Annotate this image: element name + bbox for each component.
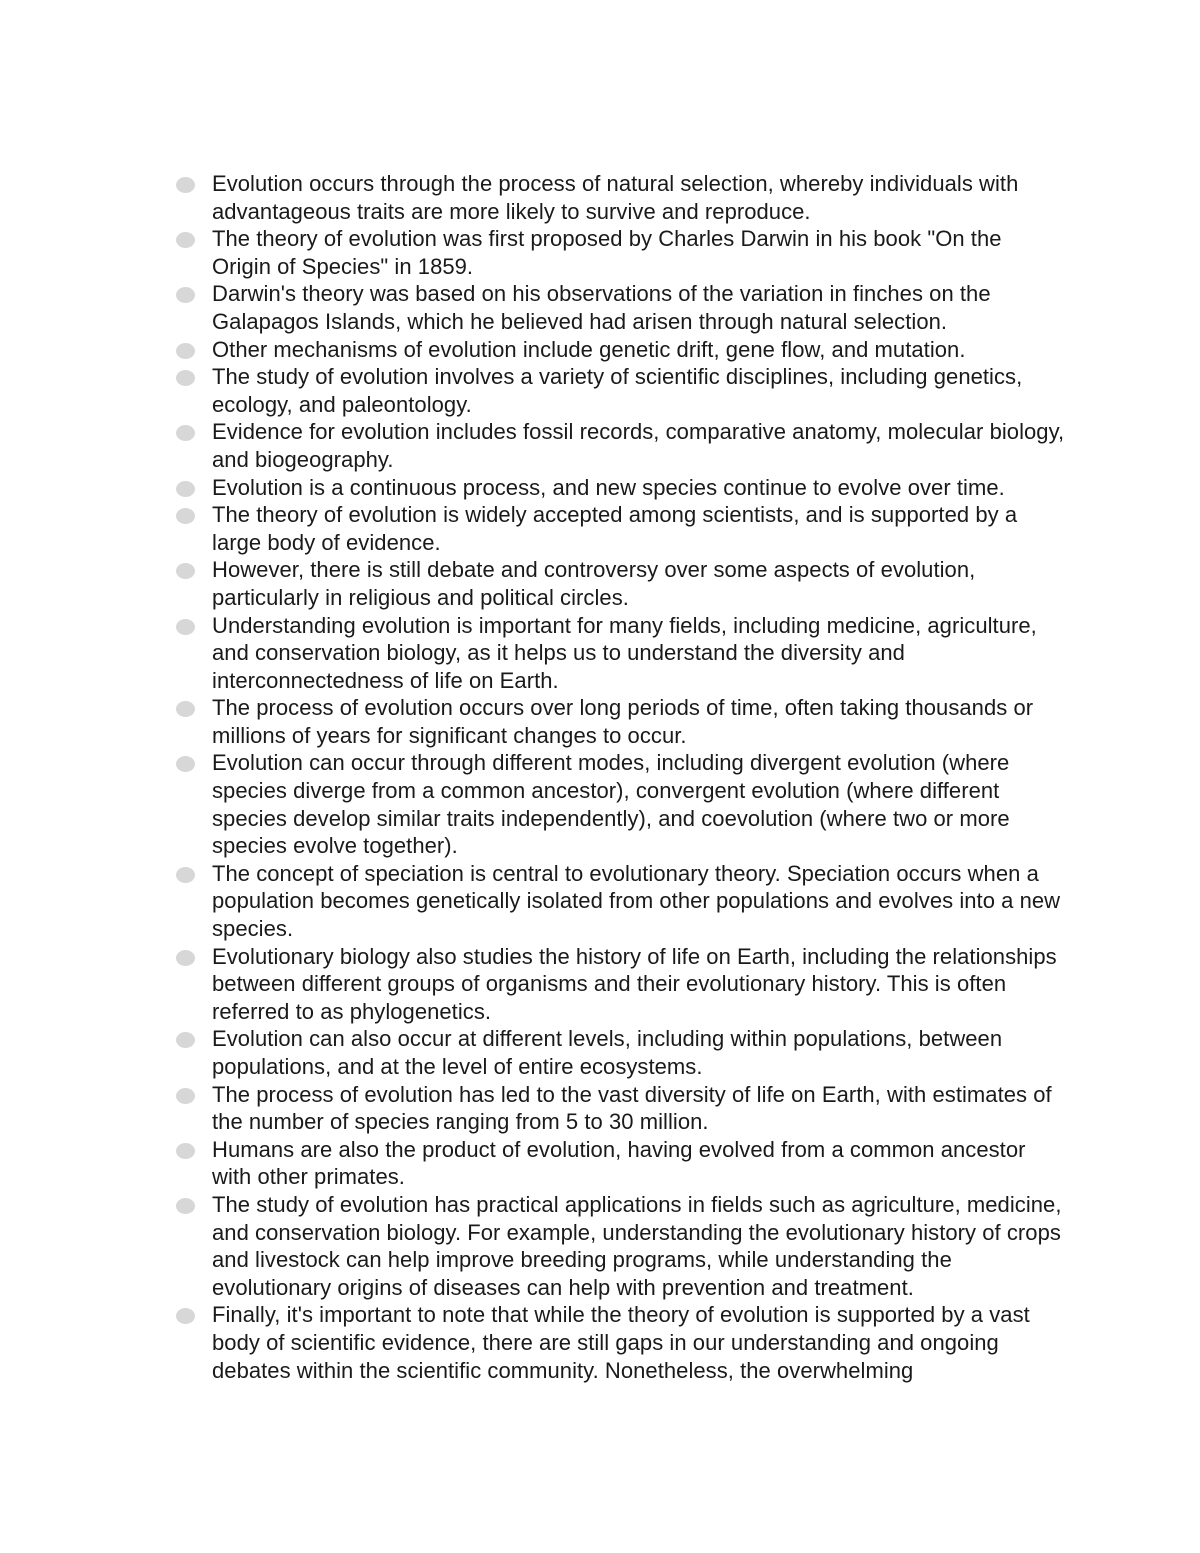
- bullet-text: Evolutionary biology also studies the history of life on Earth, including the relationships between different groups of organisms and their evolutionary history. This is often referred to as phylogenetics.: [212, 943, 1057, 1024]
- bullet-dot-icon: [176, 508, 195, 524]
- bullet-text: Evidence for evolution includes fossil records, comparative anatomy, molecular biology, and biogeography.: [212, 419, 1065, 472]
- bullet-text: The theory of evolution was first proposed by Charles Darwin in his book "On the Origin of Species" in 1859.: [212, 226, 1002, 279]
- bullet-text: Understanding evolution is important for many fields, including medicine, agriculture, and conservation biology, as it helps us to understand the diversity and interconnectedness of life on Earth.: [212, 612, 1037, 693]
- bullet-dot-icon: [176, 1032, 195, 1048]
- bullet-dot-icon: [176, 950, 195, 966]
- list-item: [176, 1191, 1066, 1301]
- bullet-dot-icon: [176, 563, 195, 579]
- bullet-text: Finally, it's important to note that while the theory of evolution is supported by a vast body of scientific evidence, there are still gaps in our understanding and ongoing debates within the scientific community. Nonetheless, the overwhelming: [212, 1302, 1030, 1383]
- bullet-dot-icon: [176, 701, 195, 717]
- list-item: [176, 1025, 1066, 1080]
- bullet-text: The process of evolution has led to the vast diversity of life on Earth, with estimates of the number of species ranging from 5 to 30 million.: [212, 1081, 1052, 1135]
- bullet-text: Evolution can also occur at different levels, including within populations, between populations, and at the level of entire ecosystems.: [212, 1026, 1003, 1079]
- bullet-dot-icon: [176, 425, 195, 441]
- list-item: [176, 556, 1066, 611]
- list-item: [176, 1301, 1066, 1384]
- bullet-dot-icon: [176, 177, 195, 193]
- list-item: [176, 474, 1066, 502]
- bullet-text: Other mechanisms of evolution include genetic drift, gene flow, and mutation.: [212, 336, 966, 362]
- bullet-text: Evolution can occur through different modes, including divergent evolution (where species diverge from a common ancestor), convergent evolution (where different species develop similar traits independently), and coevolution (where two or more species evolve together).: [212, 750, 1010, 859]
- bullet-dot-icon: [176, 1143, 195, 1159]
- list-item: [176, 225, 1066, 280]
- bullet-text: The study of evolution has practical applications in fields such as agriculture, medicine, and conservation biology. For example, understanding the evolutionary history of crops and livestock can help improve breeding programs, while understanding the evolutionary origins of diseases can help with prevention and treatment.: [212, 1191, 1062, 1300]
- bullet-dot-icon: [176, 619, 195, 635]
- bullet-text: Humans are also the product of evolution, having evolved from a common ancestor with other primates.: [212, 1136, 1026, 1190]
- list-item: [176, 170, 1066, 225]
- list-item: [176, 336, 1066, 364]
- list-item: [176, 612, 1066, 695]
- bullet-text: The process of evolution occurs over long periods of time, often taking thousands or millions of years for significant changes to occur.: [212, 695, 1034, 748]
- list-item: [176, 1136, 1066, 1191]
- list-item: [176, 1081, 1066, 1136]
- bullet-list: [176, 170, 1066, 1384]
- bullet-dot-icon: [176, 1198, 195, 1214]
- bullet-dot-icon: [176, 370, 195, 386]
- list-item: [176, 418, 1066, 473]
- list-item: [176, 943, 1066, 1026]
- bullet-text: Evolution occurs through the process of natural selection, whereby individuals with advantageous traits are more likely to survive and reproduce.: [212, 171, 1019, 224]
- bullet-dot-icon: [176, 343, 195, 359]
- list-item: [176, 501, 1066, 556]
- list-item: [176, 749, 1066, 859]
- list-item: [176, 694, 1066, 749]
- list-item: [176, 363, 1066, 418]
- bullet-dot-icon: [176, 1308, 195, 1324]
- bullet-text: The concept of speciation is central to evolutionary theory. Speciation occurs when a population becomes genetically isolated from other populations and evolves into a new species.: [212, 860, 1061, 942]
- list-item: [176, 860, 1066, 943]
- bullet-text: However, there is still debate and controversy over some aspects of evolution, particularly in religious and political circles.: [212, 557, 976, 610]
- bullet-dot-icon: [176, 232, 195, 248]
- bullet-dot-icon: [176, 287, 195, 303]
- bullet-dot-icon: [176, 1088, 195, 1104]
- bullet-text: The theory of evolution is widely accepted among scientists, and is supported by a large body of evidence.: [212, 502, 1018, 555]
- bullet-dot-icon: [176, 867, 195, 883]
- bullet-dot-icon: [176, 481, 195, 497]
- bullet-text: Darwin's theory was based on his observations of the variation in finches on the Galapagos Islands, which he believed had arisen through natural selection.: [212, 281, 991, 334]
- bullet-text: The study of evolution involves a variety of scientific disciplines, including genetics, ecology, and paleontology.: [212, 364, 1023, 417]
- bullet-text: Evolution is a continuous process, and new species continue to evolve over time.: [212, 474, 1005, 500]
- list-item: [176, 280, 1066, 335]
- bullet-dot-icon: [176, 756, 195, 772]
